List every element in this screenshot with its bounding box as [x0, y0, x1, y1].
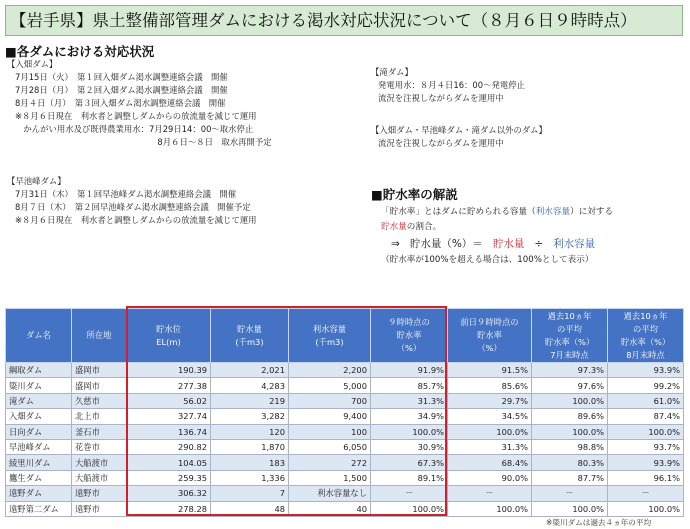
table-body — [6, 363, 684, 517]
value-cell: 277.38 — [127, 378, 211, 393]
value-cell: 7 — [211, 486, 289, 501]
table-row — [6, 486, 684, 501]
dam-name-cell: 遠野第二ダム — [6, 501, 72, 516]
value-cell: 5,000 — [289, 378, 371, 393]
value-cell: 259.35 — [127, 470, 211, 485]
value-cell: 89.1% — [371, 470, 448, 485]
formula-denominator: 利水容量 — [553, 238, 596, 250]
hayachine-line: 7月31日（木） 第１回早池峰ダム渇水調整連絡会議 開催 — [15, 189, 237, 199]
column-header: 過去10ヵ年 の平均 貯水率（%） 7月末時点 — [532, 309, 608, 363]
dam-name-cell: 日向ダム — [6, 424, 72, 439]
value-cell: 3,282 — [211, 409, 289, 424]
table-header-row — [6, 309, 684, 363]
value-cell: 80.3% — [532, 455, 608, 470]
value-cell: 48 — [211, 501, 289, 516]
value-cell: 96.1% — [608, 470, 684, 485]
hayachine-line: ※８月６日現在 利水者と調整しダムからの放流量を減じて運用 — [15, 215, 257, 225]
value-cell: 4,283 — [211, 378, 289, 393]
value-cell: 100 — [289, 424, 371, 439]
dam-name-cell: 遠野ダム — [6, 486, 72, 501]
iribata-line: ※８月６日現在 利水者と調整しダムからの放流量を減じて運用 — [15, 111, 257, 121]
column-header: 所在地 — [72, 309, 127, 363]
location-cell: 久慈市 — [72, 393, 127, 408]
value-cell: 2,200 — [289, 363, 371, 378]
table-row — [6, 424, 684, 439]
location-cell: 盛岡市 — [72, 363, 127, 378]
value-cell: 40 — [289, 501, 371, 516]
table-row — [6, 501, 684, 516]
value-cell: 利水容量なし — [289, 486, 371, 501]
value-cell: 29.7% — [448, 393, 532, 408]
iribata-line: 7月28日（月） 第２回入畑ダム渇水調整連絡会議 開催 — [15, 85, 228, 95]
table-row — [6, 439, 684, 454]
value-cell: 272 — [289, 455, 371, 470]
dam-name-cell: 早池峰ダム — [6, 439, 72, 454]
column-header: ダム名 — [6, 309, 72, 363]
value-cell: 9,400 — [289, 409, 371, 424]
column-header: 貯水位 EL(m) — [127, 309, 211, 363]
value-cell: 278.28 — [127, 501, 211, 516]
value-cell: 100.0% — [608, 501, 684, 516]
value-cell: 290.82 — [127, 439, 211, 454]
dam-status-table — [5, 308, 684, 517]
value-cell: 68.4% — [448, 455, 532, 470]
location-cell: 盛岡市 — [72, 378, 127, 393]
explanation-note: （貯水率が100%を超える場合は、100%として表示） — [381, 255, 594, 265]
dam-name-cell: 簗川ダム — [6, 378, 72, 393]
divide-icon: ÷ — [534, 238, 544, 250]
value-cell: 120 — [211, 424, 289, 439]
explanation-block — [381, 205, 613, 268]
location-cell: 遠野市 — [72, 486, 127, 501]
iribata-line: 8月６日～８日 取水再開予定 — [15, 137, 272, 147]
value-cell: 67.3% — [371, 455, 448, 470]
value-cell: 183 — [211, 455, 289, 470]
value-cell: 1,336 — [211, 470, 289, 485]
table-row — [6, 363, 684, 378]
taki-line: 発電用水：８月４日16：00～発電停止 — [378, 80, 525, 90]
value-cell: 98.8% — [532, 439, 608, 454]
table-row — [6, 455, 684, 470]
value-cell: 100.0% — [532, 393, 608, 408]
value-cell: 87.4% — [608, 409, 684, 424]
value-cell: 87.7% — [532, 470, 608, 485]
value-cell: 56.02 — [127, 393, 211, 408]
taki-dam-block — [371, 66, 525, 105]
hayachine-dam-block — [7, 175, 257, 227]
value-cell: 100.0% — [371, 501, 448, 516]
value-cell: 100.0% — [448, 424, 532, 439]
value-cell: 85.7% — [371, 378, 448, 393]
explanation-text: の割合。 — [406, 222, 442, 232]
value-cell: 30.9% — [371, 439, 448, 454]
formula — [381, 236, 613, 252]
value-cell: － — [448, 486, 532, 501]
formula-numerator: 貯水量 — [492, 238, 525, 250]
location-cell: 花巻市 — [72, 439, 127, 454]
explanation-line-2 — [381, 220, 613, 235]
value-cell: 99.2% — [608, 378, 684, 393]
value-cell: 31.3% — [448, 439, 532, 454]
value-cell: 306.32 — [127, 486, 211, 501]
section-title: ■各ダムにおける対応状況 — [5, 44, 155, 59]
value-cell: 219 — [211, 393, 289, 408]
hayachine-line: 8月７日（木） 第２回早池峰ダム渇水調整連絡会議 開催予定 — [15, 202, 251, 212]
value-cell: 93.7% — [608, 439, 684, 454]
value-cell: 97.6% — [532, 378, 608, 393]
table-row — [6, 378, 684, 393]
explanation-title: ■貯水率の解説 — [371, 187, 458, 202]
value-cell: － — [608, 486, 684, 501]
value-cell: 190.39 — [127, 363, 211, 378]
dam-name-cell: 綱取ダム — [6, 363, 72, 378]
location-cell: 遠野市 — [72, 501, 127, 516]
column-header: 過去10ヵ年 の平均 貯水率（%） 8月末時点 — [608, 309, 684, 363]
value-cell: 6,050 — [289, 439, 371, 454]
dam-name-cell: 入畑ダム — [6, 409, 72, 424]
other-dams-block — [371, 124, 547, 150]
value-cell: 90.0% — [448, 470, 532, 485]
dam-name-cell: 滝ダム — [6, 393, 72, 408]
taki-heading: 【滝ダム】 — [371, 67, 413, 77]
value-cell: 34.5% — [448, 409, 532, 424]
iribata-line: 7月15日（火） 第１回入畑ダム渇水調整連絡会議 開催 — [15, 72, 228, 82]
explanation-text: 「貯水率」とはダムに貯められる容量（ — [381, 207, 536, 217]
value-cell: 100.0% — [608, 424, 684, 439]
formula-left: 貯水量（%）＝ — [409, 238, 483, 250]
hayachine-heading: 【早池峰ダム】 — [7, 176, 66, 186]
location-cell: 釜石市 — [72, 424, 127, 439]
value-cell: － — [532, 486, 608, 501]
table-row — [6, 393, 684, 408]
iribata-line: かんがい用水及び既得農業用水：7月29日14：00～取水停止 — [15, 124, 254, 134]
value-cell: － — [371, 486, 448, 501]
arrow-icon: ⇒ — [391, 238, 400, 250]
taki-line: 流況を注視しながらダムを運用中 — [378, 93, 504, 103]
value-cell: 34.9% — [371, 409, 448, 424]
column-header: ９時時点の 貯水率 （%） — [371, 309, 448, 363]
iribata-heading: 【入畑ダム】 — [7, 59, 58, 69]
dam-name-cell: 鷹生ダム — [6, 470, 72, 485]
value-cell: 91.9% — [371, 363, 448, 378]
location-cell: 大船渡市 — [72, 455, 127, 470]
value-cell: 100.0% — [532, 501, 608, 516]
value-cell: 327.74 — [127, 409, 211, 424]
value-cell: 104.05 — [127, 455, 211, 470]
dam-name-cell: 綾里川ダム — [6, 455, 72, 470]
iribata-dam-block — [7, 58, 272, 149]
water-use-capacity-term: 利水容量 — [535, 207, 571, 217]
value-cell: 61.0% — [608, 393, 684, 408]
value-cell: 100.0% — [532, 424, 608, 439]
value-cell: 85.6% — [448, 378, 532, 393]
value-cell: 91.5% — [448, 363, 532, 378]
table-row — [6, 470, 684, 485]
location-cell: 大船渡市 — [72, 470, 127, 485]
value-cell: 93.9% — [608, 363, 684, 378]
storage-volume-term: 貯水量 — [381, 222, 407, 232]
value-cell: 136.74 — [127, 424, 211, 439]
explanation-line-1 — [381, 205, 613, 220]
value-cell: 2,021 — [211, 363, 289, 378]
column-header: 貯水量 (千m3) — [211, 309, 289, 363]
iribata-line: 8月４日（月） 第３回入畑ダム渇水調整連絡会議 開催 — [15, 98, 226, 108]
column-header: 利水容量 (千m3) — [289, 309, 371, 363]
column-header: 前日９時時点の 貯水率 （%） — [448, 309, 532, 363]
value-cell: 100.0% — [448, 501, 532, 516]
explanation-text: ）に対する — [570, 207, 614, 217]
other-dams-heading: 【入畑ダム・早池峰ダム・滝ダム以外のダム】 — [371, 125, 547, 135]
value-cell: 89.6% — [532, 409, 608, 424]
value-cell: 1,500 — [289, 470, 371, 485]
value-cell: 700 — [289, 393, 371, 408]
value-cell: 93.9% — [608, 455, 684, 470]
location-cell: 北上市 — [72, 409, 127, 424]
value-cell: 100.0% — [371, 424, 448, 439]
value-cell: 1,870 — [211, 439, 289, 454]
footnote: ※簗川ダムは過去４ヵ年の平均 — [546, 518, 652, 527]
page-title: 【岩手県】県土整備部管理ダムにおける渇水対応状況について（８月６日９時時点） — [5, 5, 683, 36]
value-cell: 97.3% — [532, 363, 608, 378]
value-cell: 31.3% — [371, 393, 448, 408]
other-dams-line: 流況を注視しながらダムを運用中 — [378, 138, 504, 148]
table-row — [6, 409, 684, 424]
